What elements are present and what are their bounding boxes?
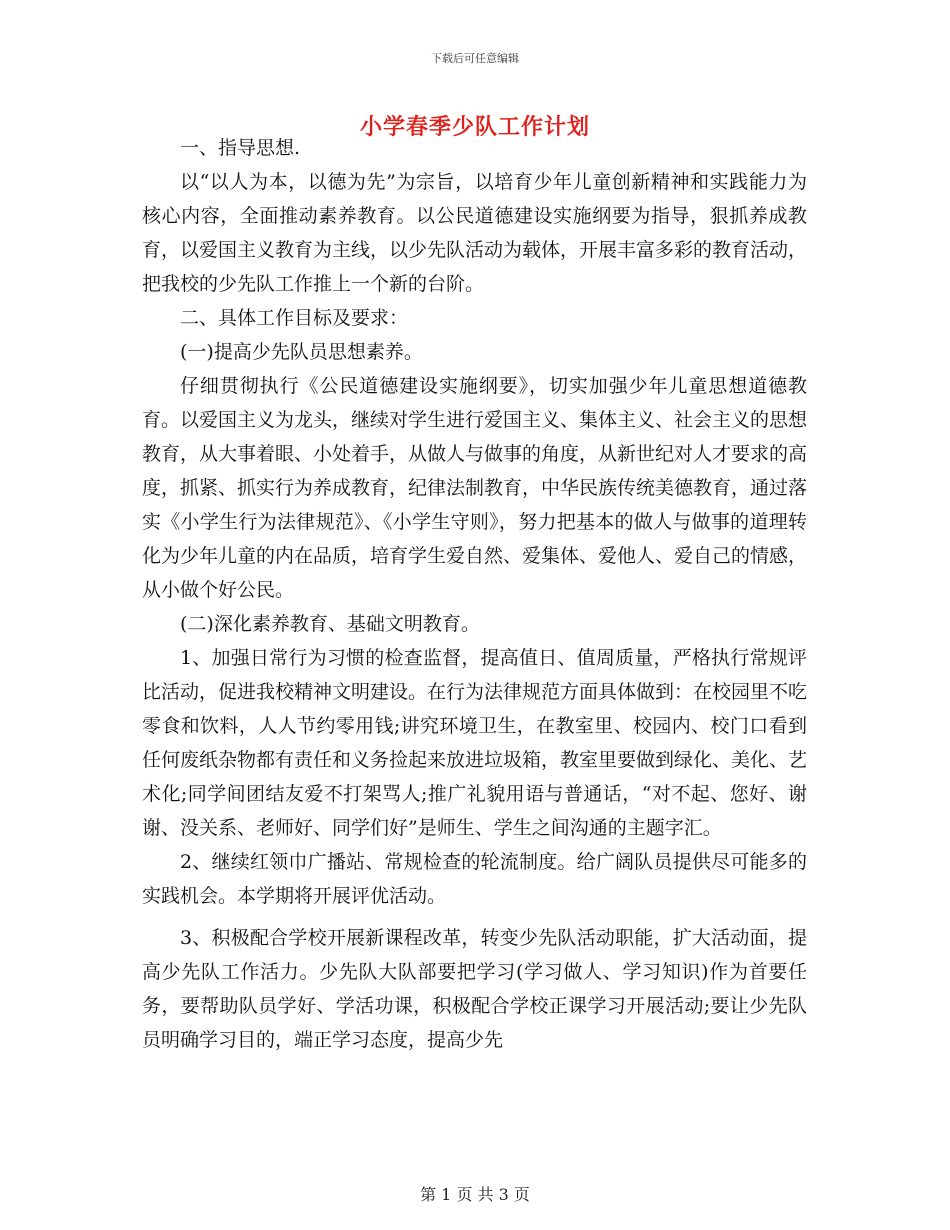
paragraph-item-1: 1、加强日常行为习惯的检查监督，提高值日、值周质量，严格执行常规评比活动，促进我校精神文明建设。在行为法律规范方面具体做到：在校园里不吃零食和饮料，人人节约零用钱;讲究环境卫生，在教室里、校园内、校门口看到任何废纸杂物都有责任和义务捡起来放进垃圾箱，教室里要做到绿化、美化、艺术化;同学间团结友爱不打架骂人;推广礼貌用语与普通话，“对不起、您好、谢谢、没关系、老师好、同学们好”是师生、学生之间沟通的主题字汇。 [142,647,808,839]
section-heading-guiding-thought: 一、指导思想. [180,137,301,159]
paragraph-guiding-thought: 以“以人为本，以德为先”为宗旨，以培育少年儿童创新精神和实践能力为核心内容，全面推动素养教育。以公民道德建设实施纲要为指导，狠抓养成教育，以爱国主义教育为主线，以少先队活动为载体，开展丰富多彩的教育活动，把我校的少先队工作推上一个新的台阶。 [142,171,808,295]
page-header: 下载后可任意编辑 [431,52,519,65]
document-title: 小学春季少队工作计划 [359,114,590,140]
paragraph-ideology: 仔细贯彻执行《公民道德建设实施纲要》，切实加强少年儿童思想道德教育。以爱国主义为龙头，继续对学生进行爱国主义、集体主义、社会主义的思想教育，从大事着眼、小处着手，从做人与做事的角度，从新世纪对人才要求的高度，抓紧、抓实行为养成教育，纪律法制教育，中华民族传统美德教育，通过落实《小学生行为法律规范》、《小学生守则》，努力把基本的做人与做事的道理转化为少年儿童的内在品质，培育学生爱自然、爱集体、爱他人、爱自己的情感，从小做个好公民。 [142,375,808,601]
subheading-quality-education: (二)深化素养教育、基础文明教育。 [180,613,480,635]
subheading-ideology: (一)提高少先队员思想素养。 [180,341,423,363]
page-footer: 第 1 页 共 3 页 [420,1185,530,1204]
paragraph-item-3: 3、积极配合学校开展新课程改革，转变少先队活动职能，扩大活动面，提高少先队工作活力。少先队大队部要把学习(学习做人、学习知识)作为首要任务，要帮助队员学好、学活功课，积极配合学校正课学习开展活动;要让少先队员明确学习目的，端正学习态度，提高少先 [142,927,807,1051]
document-body [142,131,807,1057]
paragraph-item-2: 2、继续红领巾广播站、常规检查的轮流制度。给广阔队员提供尽可能多的实践机会。本学期将开展评优活动。 [142,851,807,907]
section-heading-goals: 二、具体工作目标及要求： [180,307,409,329]
